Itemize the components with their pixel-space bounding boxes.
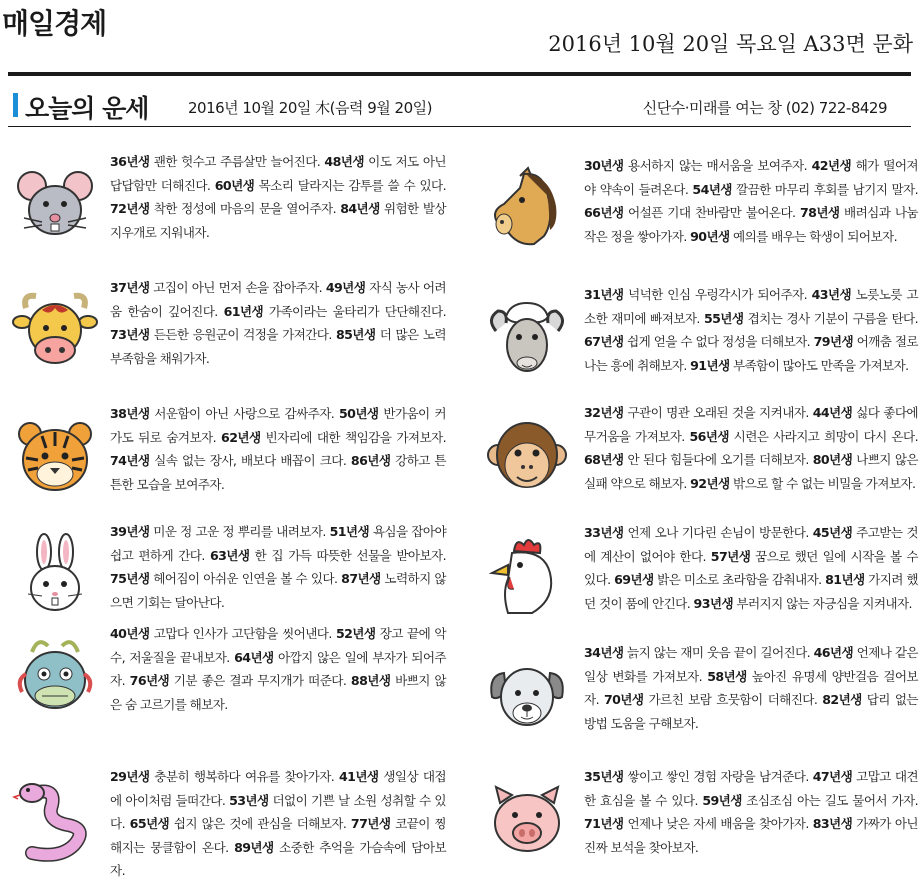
birth-year-label: 38년생 (110, 406, 150, 421)
fortune-line: 장고 끝에 악수, 저울질을 끝내보자. (110, 626, 446, 665)
rooster-icon (484, 533, 570, 619)
birth-year-label: 79년생 (813, 334, 854, 350)
birth-year-label: 71년생 (584, 816, 624, 832)
fortune-line: 밝은 미소로 초라함을 감춰내자. (653, 572, 826, 588)
fortune-line: 괜한 헛수고 주름살만 늘어진다. (149, 154, 325, 169)
fortune-line: 빈자리에 대한 책임감을 가져보자. (260, 429, 446, 445)
fortune-text (584, 154, 918, 248)
fortune-line: 기분 좋은 결과 무지개가 떠준다. (169, 673, 351, 689)
birth-year-label: 50년생 (339, 406, 379, 421)
fortune-text (584, 641, 918, 735)
fortune-line: 높아진 유명세 양반걸음 걸어보자. (584, 668, 919, 708)
birth-year-label: 73년생 (110, 327, 150, 343)
fortune-line: 충분히 행복하다 여유를 찾아가자. (149, 769, 340, 784)
birth-year-label: 31년생 (584, 287, 624, 302)
birth-year-label: 66년생 (584, 205, 624, 221)
fortune-text (584, 521, 918, 615)
birth-year-label: 81년생 (825, 572, 865, 588)
fortune-text (110, 520, 446, 614)
section-title: 오늘의 운세 (25, 94, 149, 123)
fortune-text (110, 150, 446, 244)
header-divider (8, 72, 911, 76)
fortune-line: 든든한 응원군이 걱정을 가져간다. (149, 327, 336, 343)
birth-year-label: 48년생 (324, 154, 364, 169)
birth-year-label: 83년생 (812, 816, 853, 832)
birth-year-label: 63년생 (209, 547, 250, 563)
birth-year-label: 89년생 (234, 839, 274, 855)
birth-year-label: 76년생 (129, 673, 170, 689)
birth-year-label: 32년생 (584, 405, 624, 420)
birth-year-label: 55년생 (703, 310, 744, 326)
birth-year-label: 64년생 (234, 649, 274, 665)
fortune-line: 가지려 했던 것이 품에 안긴다. (584, 572, 918, 611)
fortune-line: 한 집 가득 따뜻한 선물을 받아보자. (249, 547, 446, 563)
newspaper-brand: 매일경제 (2, 7, 107, 40)
fortune-line: 가짜가 아닌 진짜 보석을 찾아보자. (584, 816, 918, 855)
birth-year-label: 54년생 (692, 181, 732, 197)
fortune-line: 자식 농사 어려움 한숨이 깊어진다. (110, 280, 446, 319)
birth-year-label: 47년생 (812, 769, 853, 784)
birth-year-label: 72년생 (110, 201, 150, 217)
fortune-line: 부러지지 않는 자긍심을 지켜내자. (733, 595, 912, 611)
birth-year-label: 53년생 (229, 792, 269, 808)
birth-year-label: 75년생 (110, 571, 150, 587)
birth-year-label: 40년생 (110, 626, 150, 641)
fortune-text (584, 283, 918, 377)
fortune-text (584, 765, 918, 859)
fortune-line: 언제나 낮은 자세 배움을 찾아가자. (623, 816, 813, 832)
birth-year-label: 33년생 (584, 525, 624, 540)
fortune-line: 가족이라는 울타리가 단단해진다. (263, 303, 447, 319)
tiger-icon (12, 414, 98, 500)
fortune-line: 실속 없는 장사, 배보다 배꼽이 크다. (149, 453, 351, 469)
horse-icon (484, 166, 570, 252)
birth-year-label: 70년생 (603, 692, 644, 708)
rat-icon (12, 162, 98, 248)
fortune-text (110, 276, 446, 370)
birth-year-label: 52년생 (335, 626, 376, 641)
birth-year-label: 80년생 (812, 452, 853, 468)
birth-year-label: 49년생 (325, 280, 366, 295)
rabbit-icon (12, 532, 98, 618)
fortune-line: 구관이 명관 오래된 것을 지켜내자. (623, 405, 813, 420)
snake-icon (12, 777, 98, 863)
sheep-icon (484, 295, 570, 381)
fortune-line: 착한 정성에 마음의 문을 열어주자. (149, 201, 341, 217)
fortune-line: 더 많은 노력 부족함을 채워가자. (110, 327, 446, 366)
birth-year-label: 69년생 (614, 572, 654, 588)
birth-year-label: 90년생 (690, 228, 730, 244)
fortune-line: 쉽지 않은 것에 관심을 더해보자. (169, 816, 351, 832)
dog-icon (484, 653, 570, 739)
birth-year-label: 45년생 (812, 525, 853, 540)
fortune-line: 쌓이고 쌓인 경험 자랑을 남겨준다. (623, 769, 813, 784)
fortune-line: 생일상 대접에 아이처럼 들떠간다. (110, 769, 446, 808)
fortune-line: 싫다 좋다에 무거움을 가져보자. (584, 405, 918, 444)
fortune-line: 넉넉한 인심 우렁각시가 되어주자. (623, 287, 812, 302)
fortune-line: 어설픈 기대 찬바람만 불어온다. (623, 205, 801, 221)
fortune-line: 강하고 튼튼한 모습을 보여주자. (110, 453, 447, 492)
fortune-line: 코끝이 찡해지는 뭉클함이 온다. (110, 816, 446, 855)
fortune-line: 답리 없는 방법 도움을 구해보자. (584, 692, 918, 731)
fortune-line: 아깝지 않은 일에 부자가 되어주자. (110, 649, 446, 689)
birth-year-label: 86년생 (350, 453, 391, 469)
fortune-line: 더없이 기쁜 날 소원 성취할 수 있다. (110, 792, 447, 832)
birth-year-label: 91년생 (690, 357, 730, 373)
fortune-text (110, 765, 446, 883)
masthead (0, 0, 919, 60)
fortune-line: 바쁘지 않은 숨 고르기를 해보자. (110, 673, 446, 712)
fortune-line: 고맙다 인사가 고단함을 씻어낸다. (149, 626, 336, 641)
fortune-line: 배려심과 나눔 작은 정을 쌓아가자. (584, 205, 918, 244)
fortune-line: 헤어짐이 아쉬운 인연을 볼 수 있다. (149, 571, 342, 587)
fortune-line: 고집이 아닌 먼저 손을 잡아주자. (149, 280, 326, 295)
birth-year-label: 39년생 (110, 524, 150, 539)
fortune-line: 쉽게 얻을 수 없다 정성을 더해보자. (623, 334, 814, 350)
fortune-text (110, 622, 446, 716)
section-contact: 신단수·미래를 여는 창 (02) 722-8429 (642, 99, 887, 117)
birth-year-label: 46년생 (813, 645, 854, 660)
birth-year-label: 43년생 (811, 287, 852, 302)
fortune-line: 꿈으로 했던 일에 시작을 볼 수 있다. (584, 548, 918, 588)
fortune-line: 겹치는 경사 기분이 구름을 탄다. (743, 310, 919, 326)
birth-year-label: 60년생 (214, 177, 255, 193)
fortune-line: 소중한 추억을 가슴속에 담아보자. (110, 839, 447, 879)
birth-year-label: 61년생 (223, 303, 264, 319)
birth-year-label: 44년생 (812, 405, 853, 420)
fortune-line: 밖으로 할 수 없는 비밀을 가져보자. (729, 475, 916, 491)
fortune-line: 서운함이 아닌 사랑으로 감싸주자. (149, 406, 340, 421)
fortune-text (584, 401, 918, 495)
fortune-line: 깔끔한 마무리 후회를 남기지 말자. (731, 181, 918, 197)
fortune-line: 주고받는 것에 계산이 없어야 한다. (584, 525, 918, 564)
birth-year-label: 68년생 (584, 452, 624, 468)
birth-year-label: 78년생 (800, 205, 840, 221)
fortune-line: 늙지 않는 재미 웃음 끝이 길어진다. (623, 645, 814, 660)
birth-year-label: 30년생 (584, 158, 624, 173)
birth-year-label: 67년생 (584, 334, 624, 350)
birth-year-label: 85년생 (335, 327, 376, 343)
fortune-line: 예의를 배우는 학생이 되어보자. (729, 228, 897, 244)
birth-year-label: 88년생 (350, 673, 391, 689)
birth-year-label: 36년생 (110, 154, 150, 169)
fortune-line: 욕심을 잡아야 쉽고 편하게 간다. (110, 524, 447, 563)
fortune-line: 해가 떨어져야 약속이 들려온다. (584, 158, 918, 197)
birth-year-label: 37년생 (110, 280, 150, 295)
birth-year-label: 92년생 (690, 475, 730, 491)
ox-icon (12, 288, 98, 374)
pig-icon (484, 777, 570, 863)
birth-year-label: 87년생 (341, 571, 381, 587)
birth-year-label: 74년생 (110, 453, 150, 469)
birth-year-label: 56년생 (689, 428, 729, 444)
dragon-icon (12, 634, 98, 720)
fortune-line: 미운 정 고운 정 뿌리를 내려보자. (149, 524, 330, 539)
fortune-line: 목소리 달라지는 감투를 쓸 수 있다. (254, 177, 446, 193)
fortune-line: 조심조심 아는 길도 물어서 가자. (741, 792, 918, 808)
fortune-line: 시련은 사라지고 희망이 다시 온다. (728, 428, 918, 444)
page-dateline: 2016년 10월 20일 목요일 A33면 문화 (548, 32, 913, 56)
fortune-line: 위험한 발상 지우개로 지워내자. (110, 201, 446, 240)
fortune-line: 고맙고 대견한 효심을 볼 수 있다. (584, 769, 918, 808)
fortune-line: 나쁘지 않은 실패 약으로 해보자. (584, 452, 918, 491)
fortune-line: 이도 저도 아닌 답답함만 더해진다. (110, 154, 446, 193)
birth-year-label: 57년생 (710, 548, 751, 564)
fortune-line: 노릇노릇 고소한 재미에 빠져보자. (584, 287, 918, 326)
section-date: 2016년 10월 20일 木(음력 9월 20일) (188, 99, 432, 117)
birth-year-label: 41년생 (339, 769, 379, 784)
birth-year-label: 34년생 (584, 645, 624, 660)
fortune-line: 노력하지 않으면 기회는 달아난다. (110, 571, 446, 610)
fortune-line: 언제나 같은 일상 변화를 가져보자. (584, 645, 918, 684)
birth-year-label: 62년생 (221, 429, 261, 445)
section-divider (8, 126, 911, 127)
birth-year-label: 84년생 (340, 201, 380, 217)
fortune-line: 안 된다 힘들다에 오기를 더해보자. (623, 452, 813, 468)
fortune-line: 용서하지 않는 매서움을 보여주자. (623, 158, 812, 173)
fortune-line: 반가움이 커가도 뒤로 숨겨보자. (110, 406, 446, 445)
birth-year-label: 59년생 (702, 792, 742, 808)
fortune-line: 어깨춤 절로 나는 흥에 취해보자. (584, 334, 918, 373)
birth-year-label: 93년생 (693, 595, 734, 611)
birth-year-label: 82년생 (822, 692, 862, 708)
section-accent-bar (13, 93, 18, 117)
birth-year-label: 51년생 (329, 524, 370, 539)
birth-year-label: 65년생 (129, 816, 170, 832)
birth-year-label: 58년생 (707, 668, 747, 684)
fortune-text (110, 402, 446, 496)
monkey-icon (484, 413, 570, 499)
fortune-line: 가르친 보람 흐뭇함이 더해진다. (643, 692, 823, 708)
birth-year-label: 42년생 (811, 158, 852, 173)
fortune-line: 부족함이 많아도 만족을 가져보자. (729, 357, 909, 373)
birth-year-label: 29년생 (110, 769, 150, 784)
birth-year-label: 35년생 (584, 769, 624, 784)
fortune-line: 언제 오나 기다린 손님이 방문한다. (623, 525, 813, 540)
birth-year-label: 77년생 (350, 816, 391, 832)
